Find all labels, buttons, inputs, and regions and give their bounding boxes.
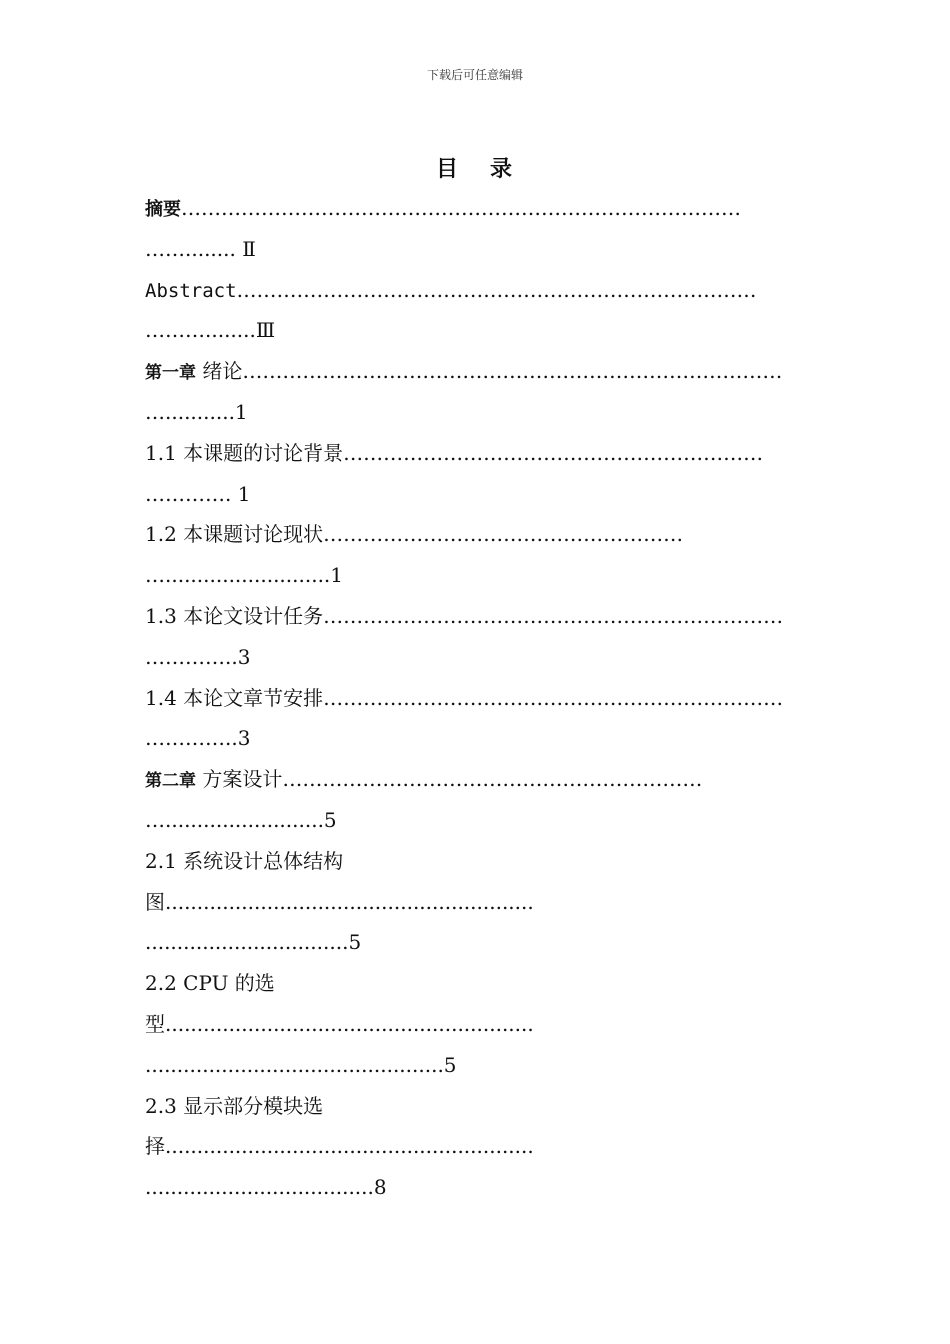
toc-title-left: 目	[435, 156, 460, 182]
toc-text: 方案设计………………………………………………………	[196, 767, 703, 792]
toc-label: 摘要	[145, 199, 181, 220]
toc-line[interactable]	[145, 882, 810, 923]
toc-text: 1.2 本课题讨论现状………………………………………………	[145, 522, 684, 547]
toc-line[interactable]	[145, 1004, 810, 1045]
toc-line[interactable]	[145, 1045, 810, 1086]
toc-line[interactable]	[145, 718, 810, 759]
toc-text: ................................5	[145, 930, 362, 955]
toc-line[interactable]	[145, 841, 810, 882]
toc-text: ………........Ⅲ	[145, 318, 276, 343]
toc-line[interactable]	[145, 1126, 810, 1167]
toc-line[interactable]	[145, 759, 810, 800]
toc-line[interactable]	[145, 1167, 810, 1208]
toc-text: 型..........................................................	[145, 1011, 534, 1036]
toc-line[interactable]	[145, 351, 810, 392]
toc-text: 1.1 本课题的讨论背景………………………………………………………	[145, 440, 764, 465]
toc-text: 图..........................................................	[145, 889, 534, 914]
page-header-note: 下载后可任意编辑	[426, 68, 523, 82]
toc-text: ……........ Ⅱ	[145, 236, 256, 261]
toc-text: …………………………………………………………………………	[181, 196, 741, 220]
toc-label: 第二章	[145, 771, 196, 792]
toc-text: …………..3	[145, 726, 251, 751]
toc-line[interactable]	[145, 963, 810, 1004]
toc-text: …..........................1	[145, 563, 344, 588]
toc-text: …...........1	[145, 399, 248, 424]
toc-title	[0, 152, 950, 183]
toc-label: Abstract	[145, 279, 237, 302]
toc-text: 择..........................................................	[145, 1134, 534, 1159]
toc-text: 2.3 显示部分模块选	[145, 1093, 324, 1118]
toc-text: …………..3	[145, 644, 251, 669]
toc-line[interactable]	[145, 514, 810, 555]
toc-text: 2.2 CPU 的选	[145, 971, 275, 996]
toc-line[interactable]	[145, 555, 810, 596]
toc-line[interactable]	[145, 229, 810, 270]
toc-text: ...............................................5	[145, 1052, 457, 1077]
toc-text: …………. 1	[145, 481, 251, 506]
toc-line[interactable]	[145, 270, 810, 311]
toc-line[interactable]	[145, 922, 810, 963]
toc-text: 2.1 系统设计总体结构	[145, 848, 344, 873]
toc-text: ….........................5	[145, 807, 337, 832]
toc-line[interactable]	[145, 310, 810, 351]
toc-line[interactable]	[145, 800, 810, 841]
toc-line[interactable]	[145, 637, 810, 678]
toc-label: 第一章	[145, 363, 196, 384]
toc-line[interactable]	[145, 596, 810, 637]
toc-line[interactable]	[145, 392, 810, 433]
toc-text: 1.4 本论文章节安排……………………………………………………………	[145, 685, 784, 710]
table-of-contents	[145, 188, 810, 1208]
toc-line[interactable]	[145, 1086, 810, 1127]
toc-line[interactable]	[145, 188, 810, 229]
toc-line[interactable]	[145, 474, 810, 515]
toc-line[interactable]	[145, 433, 810, 474]
toc-text: 绪论………………………………………………………………………	[196, 359, 783, 384]
toc-line[interactable]	[145, 678, 810, 719]
toc-text: ....................................8	[145, 1175, 387, 1200]
toc-title-right: 录	[490, 156, 515, 182]
toc-text: ……………………………………………………………………	[236, 277, 757, 302]
toc-text: 1.3 本论文设计任务……………………………………………………………	[145, 603, 784, 628]
